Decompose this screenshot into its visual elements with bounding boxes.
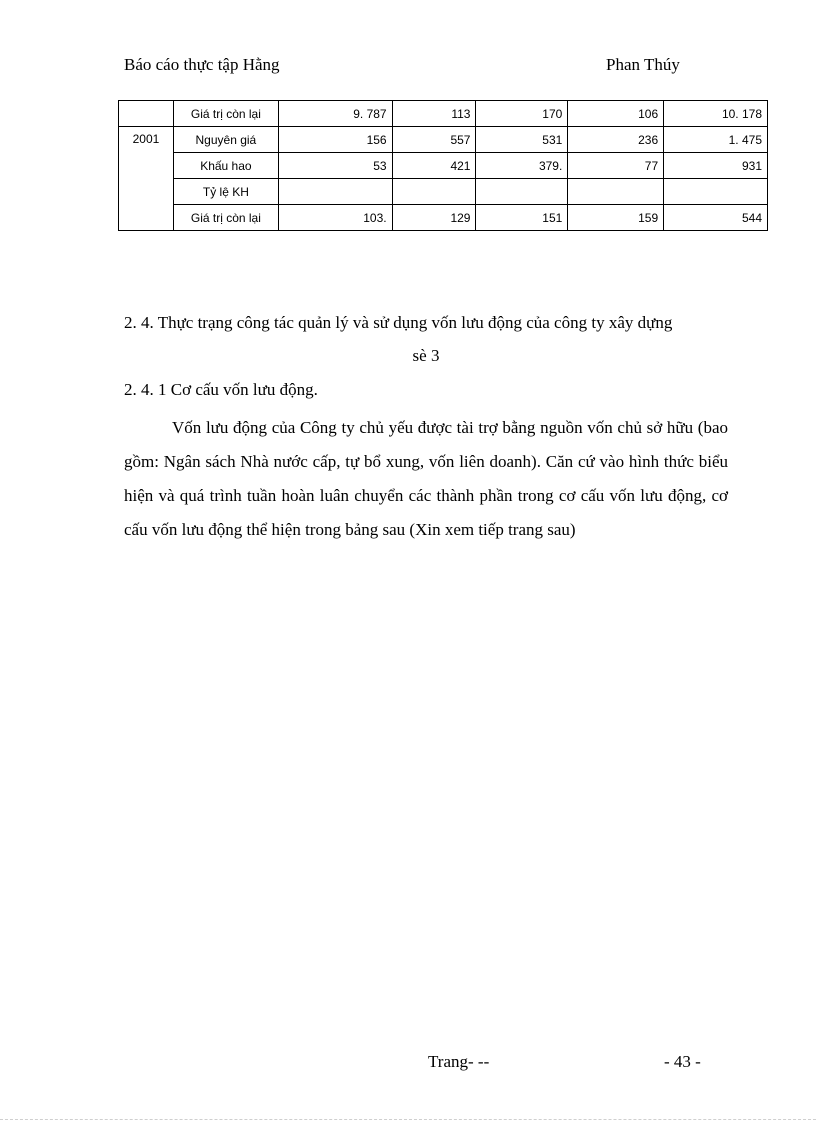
row-label-cell: Giá trị còn lại bbox=[173, 101, 278, 127]
value-cell: 151 bbox=[476, 205, 568, 231]
value-cell: 9. 787 bbox=[278, 101, 392, 127]
year-cell bbox=[119, 101, 174, 127]
value-cell: 103. bbox=[278, 205, 392, 231]
row-label-cell: Giá trị còn lại bbox=[173, 205, 278, 231]
footer-page-label: Trang- -- bbox=[428, 1052, 490, 1071]
value-cell: 170 bbox=[476, 101, 568, 127]
asset-depreciation-table bbox=[118, 100, 768, 231]
subsection-heading: 2. 4. 1 Cơ cấu vốn lưu động. bbox=[124, 380, 318, 399]
header-left-text: Báo cáo thực tập Hằng bbox=[124, 55, 280, 74]
value-cell: 379. bbox=[476, 153, 568, 179]
page-bottom-divider bbox=[0, 1119, 816, 1120]
year-cell: 2001 bbox=[119, 127, 174, 231]
value-cell bbox=[476, 179, 568, 205]
table-row bbox=[119, 179, 768, 205]
value-cell: 544 bbox=[664, 205, 768, 231]
value-cell: 421 bbox=[392, 153, 476, 179]
row-label-cell: Nguyên giá bbox=[173, 127, 278, 153]
table-row bbox=[119, 101, 768, 127]
value-cell: 113 bbox=[392, 101, 476, 127]
value-cell: 10. 178 bbox=[664, 101, 768, 127]
value-cell bbox=[568, 179, 664, 205]
value-cell: 53 bbox=[278, 153, 392, 179]
value-cell: 77 bbox=[568, 153, 664, 179]
table-row bbox=[119, 127, 768, 153]
section-heading-continuation: sè 3 bbox=[412, 346, 440, 365]
value-cell: 159 bbox=[568, 205, 664, 231]
section-heading: 2. 4. Thực trạng công tác quản lý và sử dụng vốn lưu động của công ty xây dựng bbox=[124, 313, 673, 332]
row-label-cell: Khấu hao bbox=[173, 153, 278, 179]
value-cell: 557 bbox=[392, 127, 476, 153]
value-cell bbox=[278, 179, 392, 205]
value-cell: 1. 475 bbox=[664, 127, 768, 153]
value-cell bbox=[392, 179, 476, 205]
value-cell: 129 bbox=[392, 205, 476, 231]
header-right-text: Phan Thúy bbox=[606, 55, 680, 74]
value-cell: 236 bbox=[568, 127, 664, 153]
value-cell: 156 bbox=[278, 127, 392, 153]
footer-page-number: - 43 - bbox=[664, 1052, 701, 1071]
value-cell: 531 bbox=[476, 127, 568, 153]
value-cell bbox=[664, 179, 768, 205]
value-cell: 106 bbox=[568, 101, 664, 127]
row-label-cell: Tỷ lệ KH bbox=[173, 179, 278, 205]
table-row bbox=[119, 153, 768, 179]
table-row bbox=[119, 205, 768, 231]
value-cell: 931 bbox=[664, 153, 768, 179]
body-paragraph: Vốn lưu động của Công ty chủ yếu được tài trợ bằng nguồn vốn chủ sở hữu (bao gồm: Ngân sách Nhà nước cấp, tự bổ xung, vốn liên doanh). Căn cứ vào hình thức biểu hiện và quá trình tuần hoàn luân chuyển các thành phần trong cơ cấu vốn lưu động, cơ cấu vốn lưu động thể hiện trong bảng sau (Xin xem tiếp trang sau) bbox=[124, 418, 728, 539]
